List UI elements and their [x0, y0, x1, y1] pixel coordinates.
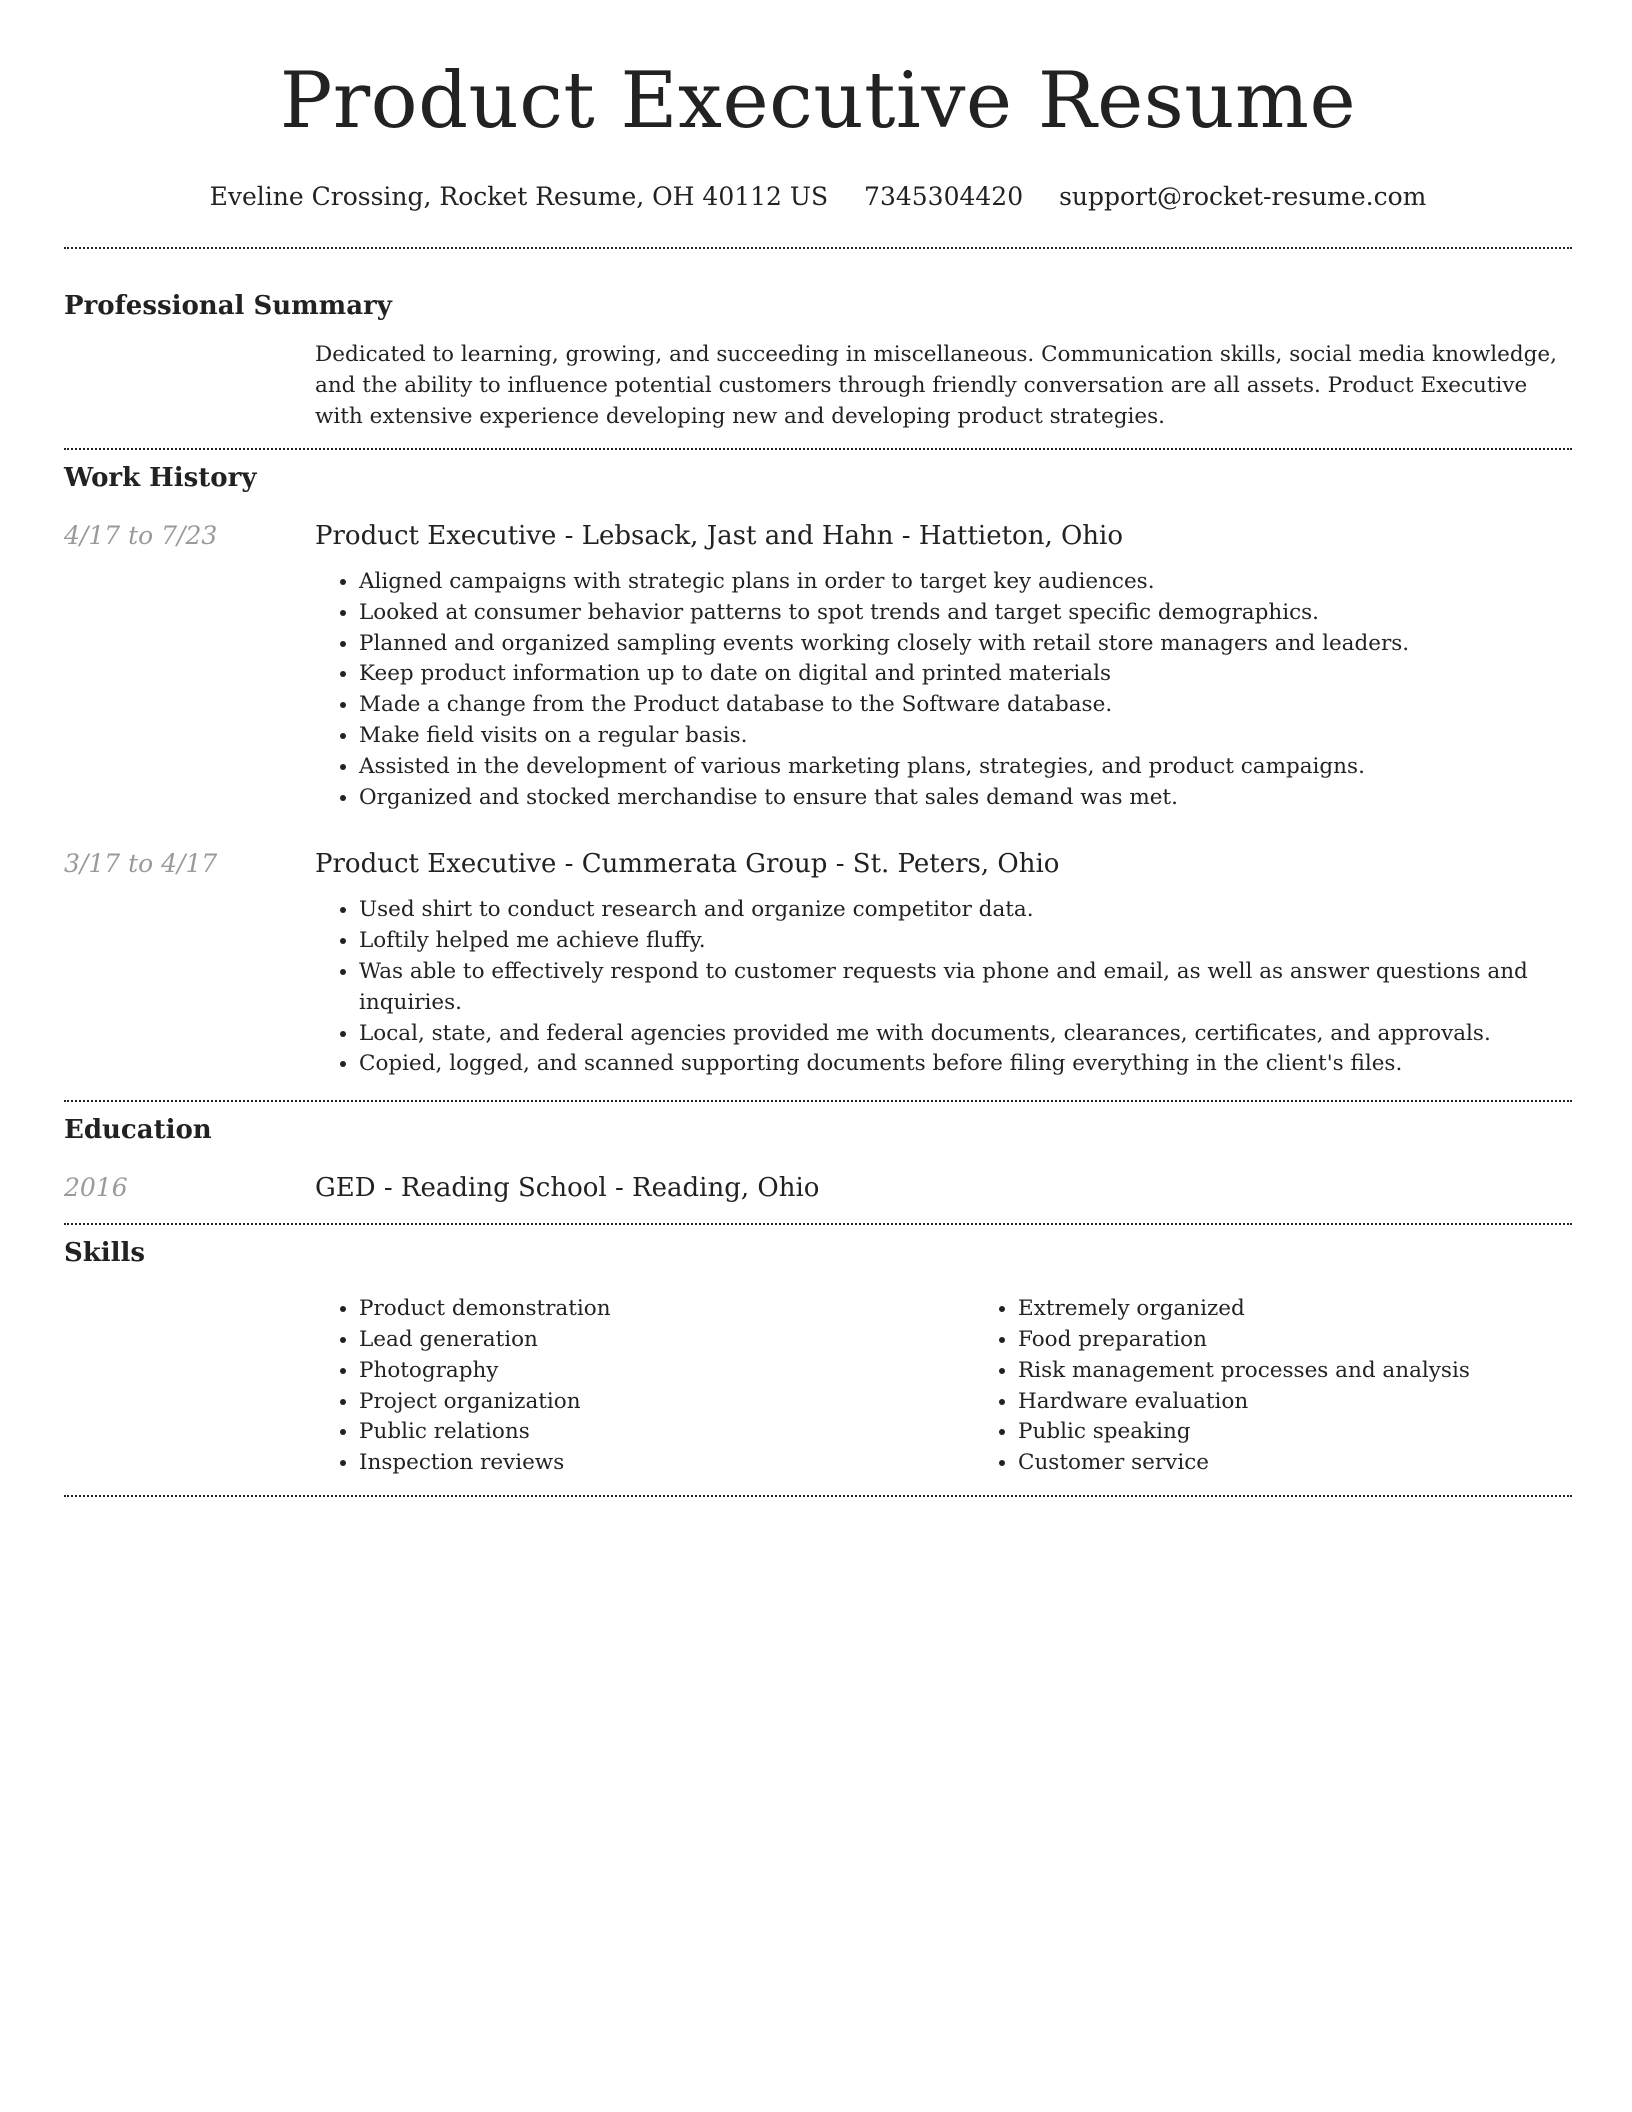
divider — [64, 247, 1572, 249]
list-item: • Product demonstration — [359, 1294, 974, 1325]
skills-list-right — [974, 1294, 1632, 1479]
job-bullets — [315, 567, 1572, 813]
list-item: • Public speaking — [1018, 1417, 1632, 1448]
job-entry — [64, 519, 1572, 813]
list-item: • Public relations — [359, 1417, 974, 1448]
divider — [64, 1223, 1572, 1225]
list-item: • Was able to effectively respond to customer requests via phone and email, as well as answer questions and inquiries. — [359, 957, 1572, 1019]
section-heading-summary: Professional Summary — [64, 291, 392, 321]
list-item: • Organized and stocked merchandise to ensure that sales demand was met. — [359, 783, 1572, 814]
section-heading-education: Education — [64, 1115, 212, 1146]
list-item: • Photography — [359, 1356, 974, 1387]
education-degree: GED - Reading School - Reading, Ohio — [315, 1173, 820, 1204]
list-item: • Local, state, and federal agencies provided me with documents, clearances, certificates, and approvals. — [359, 1019, 1572, 1050]
skills-columns — [315, 1294, 1632, 1479]
divider — [64, 448, 1572, 450]
list-item: • Inspection reviews — [359, 1448, 974, 1479]
list-item: • Keep product information up to date on digital and printed materials — [359, 659, 1572, 690]
job-title: Product Executive - Lebsack, Jast and Hahn - Hattieton, Ohio — [315, 521, 1124, 551]
list-item: • Risk management processes and analysis — [1018, 1356, 1632, 1387]
list-item: • Make field visits on a regular basis. — [359, 721, 1572, 752]
list-item: • Loftily helped me achieve fluffy. — [359, 926, 1572, 957]
contact-address: Eveline Crossing, Rocket Resume, OH 40112 US — [209, 182, 829, 211]
list-item: • Assisted in the development of various marketing plans, strategies, and product campaigns. — [359, 752, 1572, 783]
resume-page — [64, 0, 1572, 1497]
summary-row — [64, 339, 1572, 432]
job-dates: 4/17 to 7/23 — [64, 521, 218, 550]
education-entry — [64, 1171, 1572, 1205]
list-item: • Hardware evaluation — [1018, 1387, 1632, 1418]
job-entry — [64, 847, 1572, 1080]
list-item: • Looked at consumer behavior patterns to spot trends and target specific demographics. — [359, 598, 1572, 629]
list-item: • Food preparation — [1018, 1325, 1632, 1356]
section-heading-skills: Skills — [64, 1238, 146, 1269]
divider — [64, 1100, 1572, 1102]
education-year: 2016 — [64, 1173, 128, 1203]
list-item: • Copied, logged, and scanned supporting documents before filing everything in the client's files. — [359, 1049, 1572, 1080]
list-item: • Made a change from the Product database to the Software database. — [359, 690, 1572, 721]
contact-email: support@rocket-resume.com — [1059, 182, 1427, 211]
list-item: • Project organization — [359, 1387, 974, 1418]
list-item: • Planned and organized sampling events working closely with retail store managers and leaders. — [359, 629, 1572, 660]
job-bullets — [315, 895, 1572, 1080]
divider — [64, 1495, 1572, 1497]
job-title: Product Executive - Cummerata Group - St. Peters, Ohio — [315, 849, 1060, 880]
resume-title: Product Executive Resume — [279, 56, 1357, 146]
job-dates: 3/17 to 4/17 — [64, 849, 218, 879]
summary-text: Dedicated to learning, growing, and succeeding in miscellaneous. Communication skills, social media knowledge, and the ability to influence potential customers through friendly conversation are all assets. Product Executive with extensive experience developing new and developing product strategies. — [315, 342, 1557, 429]
skills-list-left — [315, 1294, 974, 1479]
list-item: • Extremely organized — [1018, 1294, 1632, 1325]
list-item: • Customer service — [1018, 1448, 1632, 1479]
contact-phone: 7345304420 — [864, 182, 1024, 211]
skills-row — [64, 1294, 1572, 1479]
section-heading-work-history: Work History — [64, 463, 257, 493]
list-item: • Lead generation — [359, 1325, 974, 1356]
list-item: • Used shirt to conduct research and organize competitor data. — [359, 895, 1572, 926]
list-item: • Aligned campaigns with strategic plans in order to target key audiences. — [359, 567, 1572, 598]
contact-line — [64, 180, 1572, 214]
